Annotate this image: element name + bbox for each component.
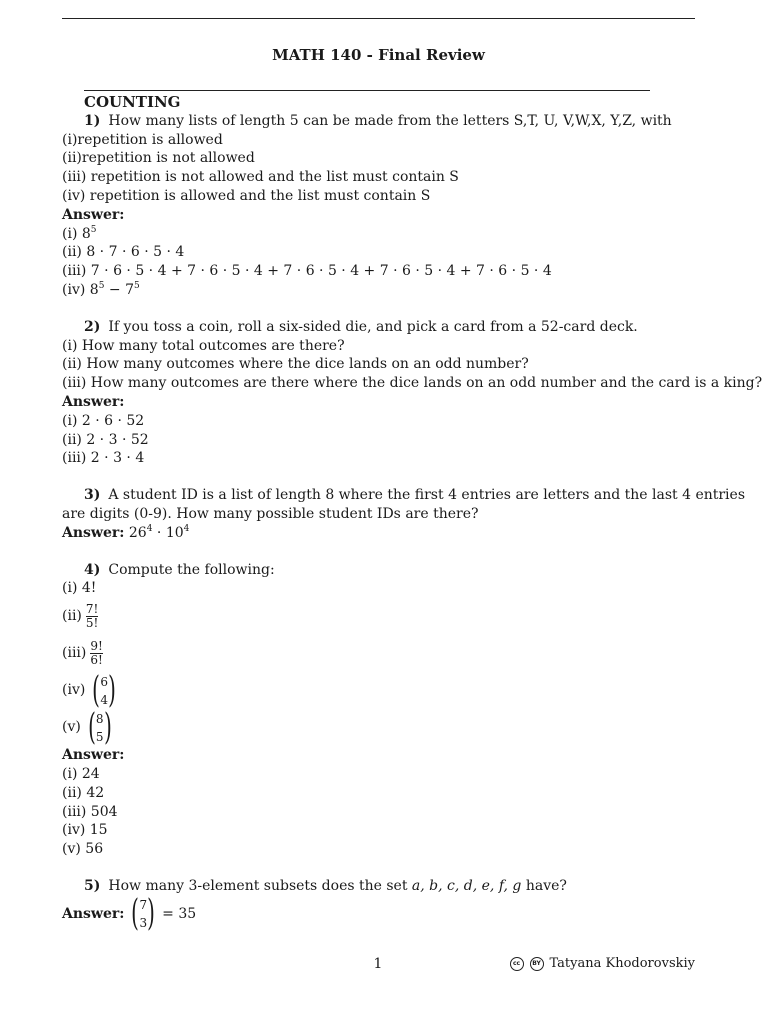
question-prompt: If you toss a coin, roll a six-sided die, and pick a card from a 52-card deck. (108, 318, 638, 335)
math-exponent: 4 (183, 523, 190, 534)
answer-result: = 35 (162, 905, 197, 922)
fraction (90, 640, 102, 667)
question-2 (62, 318, 702, 337)
binomial-bottom: 4 (100, 692, 108, 707)
q3-prompt-continued: are digits (0-9). How many possible student IDs are there? (62, 505, 479, 522)
fraction-denominator: 6! (90, 653, 103, 668)
q2-answer-iii: (iii) 2 · 3 · 4 (62, 450, 145, 467)
question-number: 5) (84, 877, 101, 894)
question-prompt: How many 3-element subsets does the set (108, 877, 408, 894)
q4-part-iii (62, 635, 702, 672)
q3-answer (62, 524, 702, 543)
question-3 (62, 486, 746, 505)
q4-part-i: (i) 4! (62, 580, 97, 597)
q5-answer (62, 893, 702, 935)
q2-answer-ii: (ii) 2 · 3 · 52 (62, 431, 149, 448)
page-number: 1 (373, 956, 383, 972)
question-4 (62, 561, 702, 580)
answer-part-label: (iv) (62, 281, 86, 298)
author-name: Tatyana Khodorovskiy (549, 956, 695, 971)
q4-answer-i: (i) 24 (62, 765, 100, 782)
section-heading: COUNTING (84, 93, 181, 111)
math-exponent: 4 (146, 523, 153, 534)
q2-part-ii: (ii) How many outcomes where the dice lands on an odd number? (62, 356, 529, 373)
q1-answer-iv (62, 281, 702, 300)
fraction-denominator: 5! (85, 616, 99, 631)
question-prompt: A student ID is a list of length 8 where the first 4 entries are letters and the last 4 entries (108, 487, 746, 504)
question-prompt-end: have? (525, 877, 567, 894)
answer-label: Answer: (62, 393, 125, 410)
question-5 (62, 877, 702, 896)
binomial-bottom: 3 (139, 916, 148, 931)
math-base: 10 (165, 524, 184, 541)
math-base: 7 (125, 281, 134, 298)
math-base: 26 (128, 524, 147, 541)
question-number: 3) (84, 487, 101, 504)
q2-part-iii: (iii) How many outcomes are there where the dice lands on an odd number and the card is a king? (62, 375, 763, 392)
math-base: 8 (81, 225, 91, 242)
binomial: ( 6 4 ) (92, 669, 116, 711)
q1-part-ii: (ii)repetition is not allowed (62, 150, 255, 167)
q4-answer-ii: (ii) 42 (62, 784, 105, 801)
license-credit (510, 956, 695, 971)
binomial-top: 7 (139, 898, 148, 913)
question-prompt: Compute the following: (108, 561, 275, 578)
by-icon: BY (530, 957, 544, 971)
q4-answer-iv: (iv) 15 (62, 822, 108, 839)
section-rule (84, 90, 650, 91)
q4-part-ii (62, 598, 702, 635)
content (62, 93, 763, 935)
answer-label: Answer: (62, 524, 125, 541)
question-part-label: (v) (62, 719, 81, 736)
q2-answer-i: (i) 2 · 6 · 52 (62, 412, 145, 429)
q4-answer-iii: (iii) 504 (62, 803, 118, 820)
answer-label: Answer: (62, 905, 125, 922)
math-operator: − (108, 281, 121, 298)
math-exponent: 5 (90, 224, 97, 235)
fraction (86, 603, 98, 630)
math-exponent: 5 (133, 280, 140, 291)
page-title: MATH 140 - Final Review (272, 46, 485, 64)
binomial-top: 6 (100, 674, 108, 689)
question-part-label: (iii) (62, 645, 87, 662)
question-prompt: How many lists of length 5 can be made from the letters S,T, U, V,W,X, Y,Z, with (108, 112, 672, 129)
q1-answer-ii: (ii) 8 · 7 · 6 · 5 · 4 (62, 244, 185, 261)
question-number: 4) (84, 561, 101, 578)
binomial: ( 7 3 ) (131, 893, 156, 935)
q1-answer-iii: (iii) 7 · 6 · 5 · 4 + 7 · 6 · 5 · 4 + 7 · 6 · 5 · 4 + 7 · 6 · 5 · 4 + 7 · 6 · 5 · 4 (62, 263, 552, 280)
top-rule (62, 18, 695, 19)
q2-part-i: (i) How many total outcomes are there? (62, 337, 345, 354)
q4-part-v (62, 706, 702, 748)
q1-part-i: (i)repetition is allowed (62, 131, 223, 148)
binomial: ( 8 5 ) (88, 706, 112, 748)
math-exponent: 5 (98, 280, 105, 291)
q1-part-iii: (iii) repetition is not allowed and the list must contain S (62, 169, 459, 186)
binomial-bottom: 5 (95, 729, 104, 744)
question-number: 2) (84, 318, 101, 335)
answer-label: Answer: (62, 747, 125, 764)
math-base: 8 (89, 281, 99, 298)
question-number: 1) (84, 112, 101, 129)
cc-icon: cc (510, 957, 524, 971)
math-operator: · (156, 524, 162, 541)
answer-part-label: (i) (62, 225, 78, 242)
q4-part-iv (62, 669, 702, 711)
question-part-label: (iv) (62, 682, 86, 699)
set-elements: a, b, c, d, e, f, g (411, 877, 522, 894)
fraction-numerator: 7! (85, 602, 99, 617)
question-1 (62, 112, 702, 131)
binomial-top: 8 (95, 711, 104, 726)
q4-answer-v: (v) 56 (62, 841, 104, 858)
answer-label: Answer: (62, 206, 125, 223)
q1-part-iv: (iv) repetition is allowed and the list must contain S (62, 187, 431, 204)
q1-answer-i (62, 225, 702, 244)
fraction-numerator: 9! (90, 639, 103, 654)
question-part-label: (ii) (62, 608, 82, 625)
